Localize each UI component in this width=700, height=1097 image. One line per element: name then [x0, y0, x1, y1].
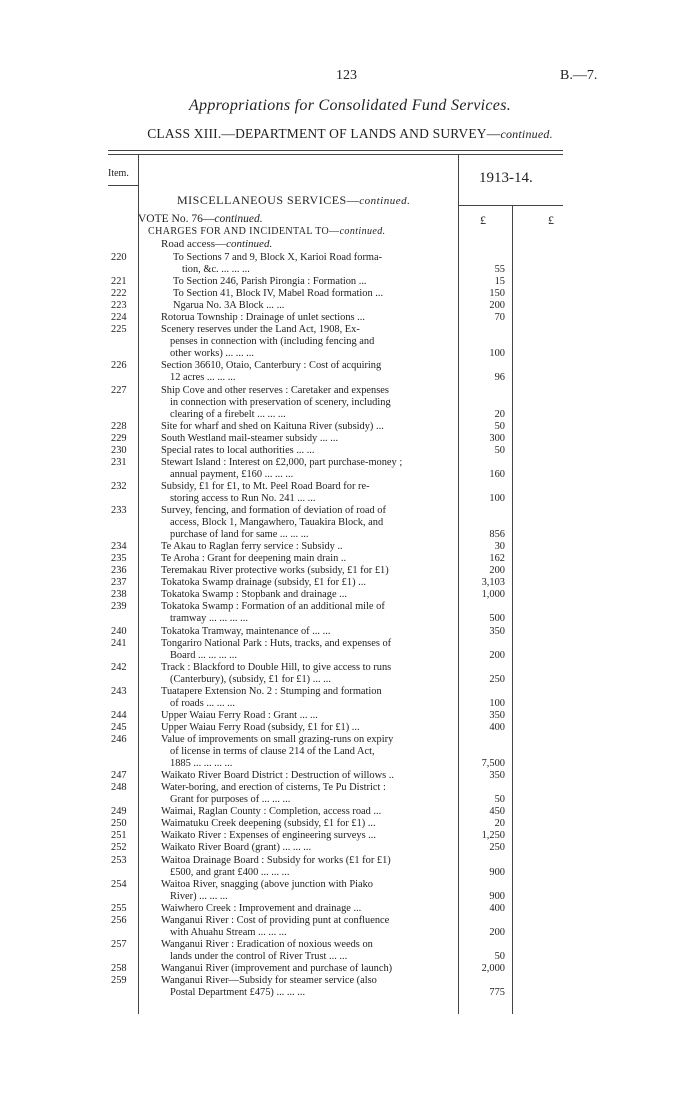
- charges-heading-text: CHARGES FOR AND INCIDENTAL TO—: [148, 226, 340, 237]
- item-number: 227: [111, 384, 127, 396]
- item-amount: 900: [489, 890, 505, 902]
- item-description-line: 12 acres ... ... ...: [170, 372, 236, 384]
- item-description-line: (Canterbury), (subsidy, £1 for £1) ... ...: [170, 673, 331, 685]
- item-number: 224: [111, 312, 127, 324]
- item-description-line: Section 36610, Otaio, Canterbury : Cost of acquiring: [161, 360, 382, 372]
- item-description-line: Wanganui River (improvement and purchase of launch): [161, 962, 393, 974]
- item-amount: 20: [494, 818, 505, 830]
- item-number: 248: [111, 782, 127, 794]
- item-number: 228: [111, 420, 127, 432]
- item-number: 251: [111, 830, 127, 842]
- item-amount: 775: [489, 987, 505, 999]
- item-description-line: Stewart Island : Interest on £2,000, part purchase-money ;: [161, 456, 403, 468]
- item-description-line: Waikato River : Expenses of engineering surveys ...: [161, 830, 377, 842]
- item-amount: 856: [489, 529, 505, 541]
- item-description-line: Rotorua Township : Drainage of unlet sections ...: [161, 312, 365, 324]
- item-description-line: annual payment, £160 ... ... ...: [170, 468, 294, 480]
- item-description-line: Upper Waiau Ferry Road : Grant ... ...: [161, 709, 318, 721]
- item-description-line: Waikato River Board District : Destruction of willows ..: [161, 770, 394, 782]
- item-description-line: Subsidy, £1 for £1, to Mt. Peel Road Board for re-: [161, 480, 370, 492]
- item-number: 252: [111, 842, 127, 854]
- item-description-line: of license in terms of clause 214 of the Land Act,: [170, 746, 375, 758]
- item-description-line: Tokatoka Swamp drainage (subsidy, £1 for £1) ...: [161, 577, 366, 589]
- item-description-line: Te Aroha : Grant for deepening main drain ..: [161, 553, 347, 565]
- item-amount: 300: [489, 432, 505, 444]
- item-number: 236: [111, 565, 127, 577]
- item-description-line: Site for wharf and shed on Kaituna River (subsidy) ...: [161, 420, 384, 432]
- item-amount: 7,500: [481, 758, 505, 770]
- item-description-line: tion, &c. ... ... ...: [182, 264, 250, 276]
- item-description-line: Waitoa River, snagging (above junction with Piako: [161, 878, 374, 890]
- item-number: 240: [111, 625, 127, 637]
- item-description-line: purchase of land for same ... ... ...: [170, 529, 309, 541]
- item-number: 234: [111, 541, 127, 553]
- item-description-line: Waimai, Raglan County : Completion, access road ...: [161, 806, 382, 818]
- item-number: 229: [111, 432, 127, 444]
- item-description-line: Tongariro National Park : Huts, tracks, and expenses of: [161, 637, 392, 649]
- item-amount: 1,000: [481, 589, 505, 601]
- class-title-continued: continued.: [500, 127, 553, 141]
- class-title: [0, 126, 700, 142]
- item-number: 259: [111, 975, 127, 986]
- item-number: 255: [111, 902, 127, 914]
- item-description-line: Postal Department £475) ... ... ...: [170, 987, 306, 999]
- item-number: 239: [111, 601, 127, 613]
- item-description-line: lands under the control of River Trust ... ...: [170, 950, 348, 962]
- item-amount: 200: [489, 649, 505, 661]
- item-amount: 200: [489, 926, 505, 938]
- item-number: 230: [111, 444, 127, 456]
- item-description-line: Value of improvements on small grazing-runs on expiry: [161, 734, 394, 745]
- page-title: Appropriations for Consolidated Fund Services.: [188, 97, 512, 114]
- section-title-text: MISCELLANEOUS SERVICES—: [177, 193, 360, 207]
- item-amount: 100: [489, 348, 505, 360]
- year-column-header: 1913-14.: [479, 170, 533, 186]
- item-amount: 100: [489, 697, 505, 709]
- item-description-line: Tokatoka Swamp : Formation of an additional mile of: [161, 601, 385, 613]
- item-number: 238: [111, 589, 127, 601]
- amount-column-divider: [512, 205, 513, 1014]
- item-description-line: tramway ... ... ... ...: [170, 613, 248, 625]
- charges-heading-continued: continued.: [339, 226, 386, 237]
- item-description-line: Waimatuku Creek deepening (subsidy, £1 for £1) ...: [161, 818, 376, 830]
- item-description-line: Ship Cove and other reserves : Caretaker and expenses: [161, 384, 389, 396]
- road-access-heading: [161, 238, 272, 250]
- item-number: 258: [111, 962, 127, 974]
- item-amount: 100: [489, 492, 505, 504]
- charges-heading: [148, 226, 386, 237]
- vote-heading-text: VOTE No. 76—: [138, 213, 215, 225]
- item-description-line: Tokatoka Tramway, maintenance of ... ...: [161, 625, 331, 637]
- item-number: 226: [111, 360, 127, 372]
- item-amount: 400: [489, 902, 505, 914]
- item-description-line: Teremakau River protective works (subsidy, £1 for £1): [161, 565, 389, 577]
- item-amount: 250: [489, 842, 505, 854]
- item-amount: 70: [494, 312, 505, 324]
- item-description-line: To Section 41, Block IV, Mabel Road formation ...: [173, 288, 384, 300]
- item-number: 254: [111, 878, 127, 890]
- item-amount: 160: [489, 468, 505, 480]
- item-description-line: Waitoa Drainage Board : Subsidy for works (£1 for £1): [161, 854, 391, 866]
- item-number: 257: [111, 938, 127, 950]
- item-amount: 450: [489, 806, 505, 818]
- item-amount: 50: [494, 420, 505, 432]
- item-number: 243: [111, 685, 127, 697]
- item-description-line: 1885 ... ... ... ...: [170, 758, 233, 770]
- item-number: 225: [111, 324, 127, 336]
- item-description-line: Scenery reserves under the Land Act, 1908, Ex-: [161, 324, 360, 336]
- item-description-line: access, Block 1, Mangawhero, Tauakira Block, and: [170, 517, 384, 529]
- item-description-line: To Sections 7 and 9, Block X, Karioi Road forma-: [173, 252, 383, 263]
- item-description-line: Ngarua No. 3A Block ... ...: [173, 300, 285, 312]
- item-number: 223: [111, 300, 127, 312]
- item-number: 256: [111, 914, 127, 926]
- item-amount: 350: [489, 709, 505, 721]
- item-amount: 200: [489, 300, 505, 312]
- item-number: 250: [111, 818, 127, 830]
- item-description-line: penses in connection with (including fencing and: [170, 336, 375, 348]
- item-description-line: River) ... ... ...: [170, 890, 228, 902]
- item-description-line: Board ... ... ... ...: [170, 649, 237, 661]
- item-amount: 250: [489, 673, 505, 685]
- item-number: 222: [111, 288, 127, 300]
- item-column-divider: [138, 154, 139, 1014]
- item-description-line: Waiwhero Creek : Improvement and drainage ...: [161, 902, 362, 914]
- item-amount: 150: [489, 288, 505, 300]
- item-description-line: To Section 246, Parish Pirongia : Formation ...: [173, 276, 367, 288]
- item-amount: 350: [489, 625, 505, 637]
- item-amount: 30: [494, 541, 505, 553]
- item-amount: 162: [489, 553, 505, 565]
- item-amount: 15: [494, 276, 505, 288]
- item-description-line: Waikato River Board (grant) ... ... ...: [161, 842, 312, 854]
- item-description-line: in connection with preservation of scenery, including: [170, 396, 391, 408]
- section-title-continued: continued.: [359, 195, 411, 207]
- item-description-line: South Westland mail-steamer subsidy ... ...: [161, 432, 339, 444]
- item-amount: 500: [489, 613, 505, 625]
- page-number: 123: [336, 68, 357, 83]
- top-rule: [108, 150, 563, 151]
- vote-heading: [138, 213, 263, 225]
- item-amount: 2,000: [481, 962, 505, 974]
- item-amount: 1,250: [481, 830, 505, 842]
- section-title: [177, 193, 410, 208]
- item-number: 242: [111, 661, 127, 673]
- item-amount: 350: [489, 770, 505, 782]
- item-amount: 400: [489, 721, 505, 733]
- item-description-line: of roads ... ... ...: [170, 697, 235, 709]
- item-description-line: clearing of a firebelt ... ... ...: [170, 408, 286, 420]
- item-number: 231: [111, 456, 127, 468]
- item-amount: 50: [494, 950, 505, 962]
- item-column-header: Item.: [108, 168, 129, 179]
- item-number: 246: [111, 734, 127, 745]
- item-number: 249: [111, 806, 127, 818]
- item-description-line: £500, and grant £400 ... ... ...: [170, 866, 290, 878]
- item-number: 237: [111, 577, 127, 589]
- item-description-line: Wanganui River : Cost of providing punt at confluence: [161, 914, 390, 926]
- item-description-line: storing access to Run No. 241 ... ...: [170, 492, 316, 504]
- header-rule: [108, 154, 563, 155]
- item-description-line: other works) ... ... ...: [170, 348, 254, 360]
- item-number: 232: [111, 480, 127, 492]
- item-amount: 50: [494, 794, 505, 806]
- item-number: 241: [111, 637, 127, 649]
- item-description-line: Track : Blackford to Double Hill, to give access to runs: [161, 661, 392, 673]
- item-description-line: Wanganui River—Subsidy for steamer service (also: [161, 975, 377, 986]
- text-column-divider: [458, 154, 459, 1014]
- item-number: 221: [111, 276, 127, 288]
- pound-sign-left: £: [480, 213, 486, 227]
- item-number: 253: [111, 854, 127, 866]
- item-amount: 50: [494, 444, 505, 456]
- item-description-line: Upper Waiau Ferry Road (subsidy, £1 for £1) ...: [161, 721, 360, 733]
- road-access-heading-text: Road access—: [161, 238, 227, 250]
- item-description-line: with Ahuahu Stream ... ... ...: [170, 926, 287, 938]
- item-amount: 96: [494, 372, 505, 384]
- item-number: 235: [111, 553, 127, 565]
- item-amount: 55: [494, 264, 505, 276]
- item-number: 233: [111, 505, 127, 517]
- item-description-line: Wanganui River : Eradication of noxious weeds on: [161, 938, 373, 950]
- item-amount: 200: [489, 565, 505, 577]
- item-header-rule: [108, 185, 138, 186]
- class-title-text: CLASS XIII.—DEPARTMENT OF LANDS AND SURVEY—: [147, 126, 501, 141]
- item-amount: 900: [489, 866, 505, 878]
- item-number: 245: [111, 721, 127, 733]
- item-description-line: Survey, fencing, and formation of deviation of road of: [161, 505, 386, 517]
- item-amount: 3,103: [481, 577, 505, 589]
- item-description-line: Grant for purposes of ... ... ...: [170, 794, 291, 806]
- item-description-line: Special rates to local authorities ... ...: [161, 444, 315, 456]
- document-reference: B.—7.: [560, 68, 598, 83]
- item-description-line: Te Akau to Raglan ferry service : Subsidy ..: [161, 541, 343, 553]
- item-description-line: Tokatoka Swamp : Stopbank and drainage ...: [161, 589, 347, 601]
- vote-heading-continued: continued.: [214, 213, 263, 225]
- item-description-line: Tuatapere Extension No. 2 : Stumping and formation: [161, 685, 382, 697]
- item-number: 244: [111, 709, 127, 721]
- item-number: 220: [111, 252, 127, 263]
- item-number: 247: [111, 770, 127, 782]
- item-description-line: Water-boring, and erection of cisterns, Te Pu District :: [161, 782, 386, 794]
- pound-sign-right: £: [548, 213, 554, 227]
- year-header-rule: [458, 205, 563, 206]
- road-access-heading-continued: continued.: [226, 238, 273, 250]
- item-amount: 20: [494, 408, 505, 420]
